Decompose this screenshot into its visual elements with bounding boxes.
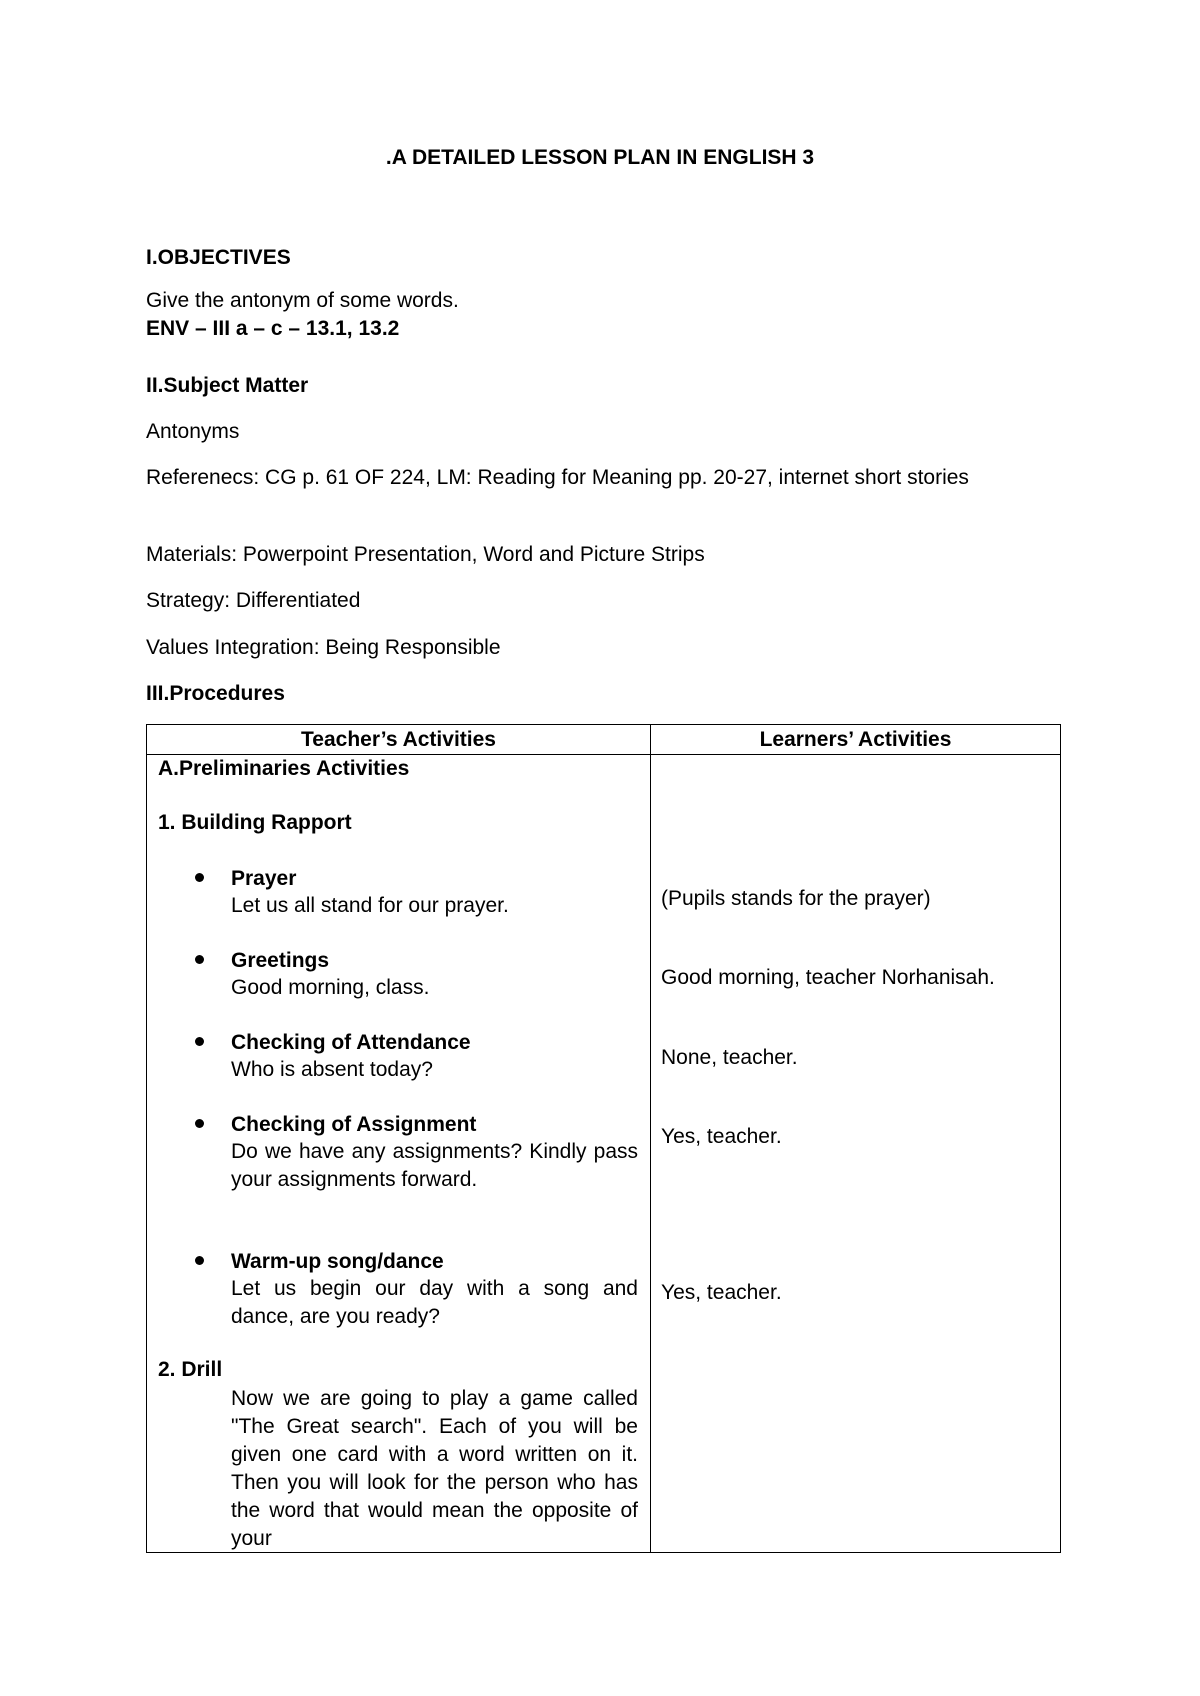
procedures-table bbox=[146, 724, 1061, 1553]
header-learner: Learners’ Activities bbox=[759, 728, 952, 751]
item-title: Prayer bbox=[231, 867, 297, 890]
learner-response: Good morning, teacher Norhanisah. bbox=[661, 966, 995, 989]
section-a-title: A.Preliminaries Activities bbox=[158, 757, 410, 780]
teacher-line: Do we have any assignments? Kindly pass your assignments forward. bbox=[231, 1140, 638, 1191]
subject-values: Values Integration: Being Responsible bbox=[146, 636, 501, 659]
item-title: Checking of Attendance bbox=[231, 1031, 471, 1054]
subject-matter-heading: II.Subject Matter bbox=[146, 374, 309, 397]
subject-materials: Materials: Powerpoint Presentation, Word and Picture Strips bbox=[146, 543, 705, 566]
building-rapport-title: 1. Building Rapport bbox=[158, 811, 352, 834]
objectives-heading: I.OBJECTIVES bbox=[146, 246, 291, 269]
bullet-icon bbox=[195, 955, 204, 964]
learner-response: None, teacher. bbox=[661, 1046, 798, 1069]
subject-references: Referenecs: CG p. 61 OF 224, LM: Reading for Meaning pp. 20-27, internet short stories bbox=[146, 466, 969, 489]
drill-title: 2. Drill bbox=[158, 1358, 223, 1381]
header-teacher: Teacher’s Activities bbox=[301, 728, 496, 751]
column-divider bbox=[650, 725, 651, 1552]
item-title: Greetings bbox=[231, 949, 330, 972]
bullet-icon bbox=[195, 873, 204, 882]
teacher-line: Let us begin our day with a song and dance, are you ready? bbox=[231, 1277, 638, 1328]
bullet-icon bbox=[195, 1256, 204, 1265]
teacher-line: Who is absent today? bbox=[231, 1058, 433, 1081]
learner-response: Yes, teacher. bbox=[661, 1125, 782, 1148]
objectives-code: ENV – III a – c – 13.1, 13.2 bbox=[146, 317, 400, 340]
learner-response: Yes, teacher. bbox=[661, 1281, 782, 1304]
page-title: .A DETAILED LESSON PLAN IN ENGLISH 3 bbox=[385, 146, 815, 169]
drill-text: Now we are going to play a game called "The Great search". Each of you will be given one card with a word written on it. Then you will look for the person who has the word that would mean the opposite of your bbox=[231, 1387, 638, 1550]
item-title: Checking of Assignment bbox=[231, 1113, 477, 1136]
bullet-icon bbox=[195, 1037, 204, 1046]
objectives-text: Give the antonym of some words. bbox=[146, 289, 459, 312]
teacher-line: Good morning, class. bbox=[231, 976, 430, 999]
header-divider bbox=[147, 754, 1060, 755]
procedures-heading: III.Procedures bbox=[146, 682, 285, 705]
subject-topic: Antonyms bbox=[146, 420, 240, 443]
item-title: Warm-up song/dance bbox=[231, 1250, 444, 1273]
subject-strategy: Strategy: Differentiated bbox=[146, 589, 361, 612]
teacher-line: Let us all stand for our prayer. bbox=[231, 894, 509, 917]
learner-response: (Pupils stands for the prayer) bbox=[661, 887, 931, 910]
bullet-icon bbox=[195, 1119, 204, 1128]
